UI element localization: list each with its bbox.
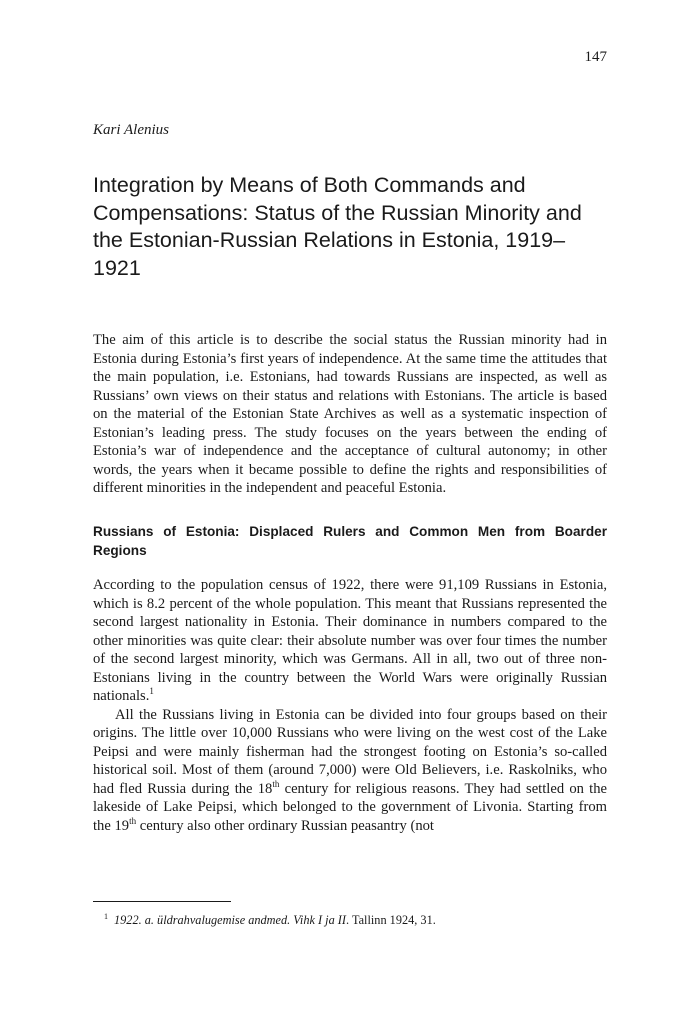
paragraph-2-text-c: century also other ordinary Russian peasantry (not <box>136 817 434 834</box>
body-paragraph-1 <box>93 576 607 706</box>
author-name: Kari Alenius <box>93 122 169 138</box>
body-paragraph-2 <box>93 706 607 836</box>
article-title: Integration by Means of Both Commands and Compensations: Status of the Russian Minority and the Estonian-Russian Relations in Estonia, 1919–1921 <box>93 173 582 280</box>
section-body <box>93 576 607 835</box>
footnote-source-title: 1922. a. üldrahvalugemise andmed. Vihk I ja II <box>114 913 347 928</box>
footnote-number: 1 <box>104 912 108 921</box>
section-heading: Russians of Estonia: Displaced Rulers and Common Men from Boarder Regions <box>93 524 607 558</box>
paragraph-2-text-a: All the Russians living in Estonia can be divided into four groups based on their origins. The little over 10,000 Russians who were living on the west cost of the Lake Peipsi and were mainly fisherman had the strongest footing on Estonia’s so-called historical soil. Most of them (around 7,000) were Old Believers, i.e. Raskolniks, who had fled Russia during the 18 <box>93 706 607 797</box>
page-number: 147 <box>584 49 607 65</box>
ordinal-suffix: th <box>129 815 137 826</box>
paragraph-2-text-b: century for religious reasons. They had settled on the lakeside of Lake Peipsi, which belonged to the government of Livonia. Starting from the 19 <box>93 780 607 834</box>
abstract-paragraph: The aim of this article is to describe the social status the Russian minority had in Estonia during Estonia’s first years of independence. At the same time the attitudes that the main population, i.e. Estonians, had towards Russians are inspected, as well as Russians’ own views on their status and relations with Estonians. The article is based on the material of the Estonian State Archives as well as a systematic inspection of Estonian’s leading press. The study focuses on the years between the ending of Estonia’s war of independence and the acceptance of cultural autonomy; in other words, the years when it became possible to define the rights and responsibilities of different minorities in the independent and peaceful Estonia. <box>93 332 607 496</box>
footnote <box>104 909 604 928</box>
paragraph-1-text: According to the population census of 1922, there were 91,109 Russians in Estonia, which is 8.2 percent of the whole population. This meant that Russians represented the second largest nationality in Estonia. Their dominance in numbers compared to the other minorities was quite clear: their absolute number was over four times the number of the second largest minority, which was Germans. All in all, two out of three non-Estonians living in the country between the World Wars were originally Russian nationals. <box>93 577 607 704</box>
footnote-source-details: . Tallinn 1924, 31. <box>346 913 436 928</box>
footnote-divider <box>93 901 231 902</box>
footnote-reference[interactable]: 1 <box>149 686 154 697</box>
ordinal-suffix: th <box>272 778 280 789</box>
